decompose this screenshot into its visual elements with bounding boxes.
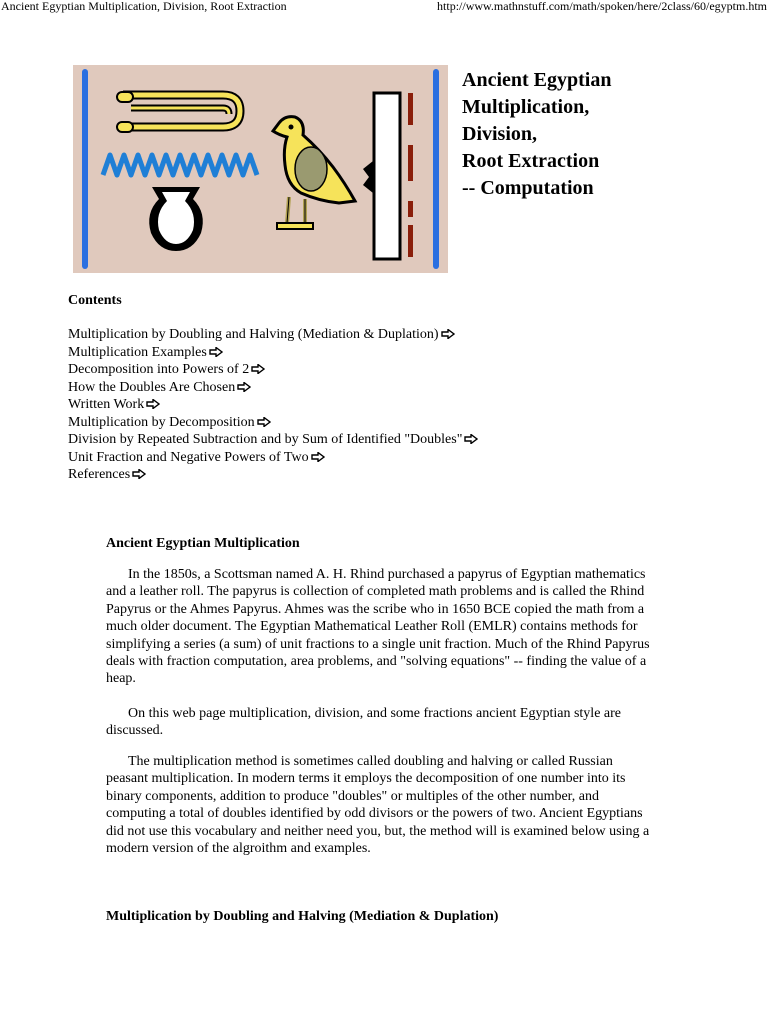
rope-glyph xyxy=(117,92,240,132)
toc-item xyxy=(68,431,748,449)
right-arrow-icon[interactable] xyxy=(146,399,160,409)
page-title-line: Multiplication, xyxy=(462,96,590,118)
right-arrow-icon[interactable] xyxy=(209,347,223,357)
toc-link-references[interactable]: References xyxy=(68,467,131,482)
right-arrow-icon[interactable] xyxy=(132,469,146,479)
right-arrow-icon[interactable] xyxy=(311,452,325,462)
toc-item xyxy=(68,326,748,344)
water-glyph xyxy=(103,155,257,175)
toc-link-decomposition[interactable]: Decomposition into Powers of 2 xyxy=(68,362,250,377)
toc-item xyxy=(68,379,748,397)
toc-item xyxy=(68,449,748,467)
hieroglyph-icon xyxy=(73,65,448,273)
paragraph-web-page-intro: On this web page multiplication, division, and some fractions ancient Egyptian style are discussed. xyxy=(106,706,621,739)
page-title xyxy=(462,67,762,202)
toc-link-doubles-chosen[interactable]: How the Doubles Are Chosen xyxy=(68,379,236,395)
print-header xyxy=(0,0,768,14)
toc-link-unit-fraction[interactable]: Unit Fraction and Negative Powers of Two xyxy=(68,449,309,465)
paragraph-rhind-papyrus: In the 1850s, a Scottsman named A. H. Rhind purchased a papyrus of Egyptian mathematics and a leather roll. The papyrus is collection of completed math problems and is called the Rhind Papyrus or the Ahmes Papyrus. Ahmes was the scribe who in 1650 BCE copied the math from a much older document. The Egyptian Mathematical Leather Roll (EMLR) contains methods for simplifying a series (a sum) of unit fractions to a single unit fraction. Much of the Rhind Papyrus deals with fraction computation, area problems, and "solving equations" -- finding the value of a heap. xyxy=(106,567,650,687)
left-border-bar xyxy=(82,69,88,269)
toc-item xyxy=(68,361,748,379)
right-arrow-icon[interactable] xyxy=(441,329,455,339)
page-title-line: -- Computation xyxy=(462,177,594,199)
right-arrow-icon[interactable] xyxy=(237,382,251,392)
toc-item xyxy=(68,414,748,432)
right-arrow-icon[interactable] xyxy=(251,364,265,374)
right-arrow-icon[interactable] xyxy=(257,417,271,427)
table-of-contents xyxy=(68,326,748,484)
contents-heading: Contents xyxy=(68,293,122,308)
paragraph-method-description: The multiplication method is sometimes called doubling and halving or called Russian peasant multiplication. In modern terms it employs the decomposition of one number into its binary components, addition to produce "doubles" or multiples of the other number, and computing a total of doubles identified by odd divisors or the powers of two. Ancient Egyptians did not use this vocabulary and neither need you, but, the method will is examined below using a modern version of the algroithm and examples. xyxy=(106,754,650,857)
section-heading-doubling-halving: Multiplication by Doubling and Halving (Mediation & Duplation) xyxy=(106,909,499,924)
toc-link-doubling-halving[interactable]: Multiplication by Doubling and Halving (Mediation & Duplation) xyxy=(68,327,439,342)
print-header-title: Ancient Egyptian Multiplication, Division, Root Extraction xyxy=(1,0,287,13)
egyptian-hieroglyph-image xyxy=(73,65,448,273)
toc-link-multiplication-examples[interactable]: Multiplication Examples xyxy=(68,344,207,360)
scroll-glyph xyxy=(363,93,413,259)
section-heading-ancient-multiplication: Ancient Egyptian Multiplication xyxy=(106,536,300,551)
page-title-line: Ancient Egyptian xyxy=(462,69,612,91)
toc-item xyxy=(68,466,748,484)
jar-glyph xyxy=(149,187,203,251)
right-border-bar xyxy=(433,69,439,269)
toc-item xyxy=(68,396,748,414)
page-title-line: Root Extraction xyxy=(462,150,600,172)
right-arrow-icon[interactable] xyxy=(464,434,478,444)
toc-link-division[interactable]: Division by Repeated Subtraction and by Sum of Identified "Doubles" xyxy=(68,432,463,447)
toc-link-multiplication-decomposition[interactable]: Multiplication by Decomposition xyxy=(68,414,255,430)
print-header-url: http://www.mathnstuff.com/math/spoken/here/2class/60/egyptm.htm xyxy=(437,0,767,13)
toc-link-written-work[interactable]: Written Work xyxy=(68,397,145,412)
bird-glyph xyxy=(273,117,355,229)
toc-item xyxy=(68,344,748,362)
page-title-line: Division, xyxy=(462,123,538,145)
